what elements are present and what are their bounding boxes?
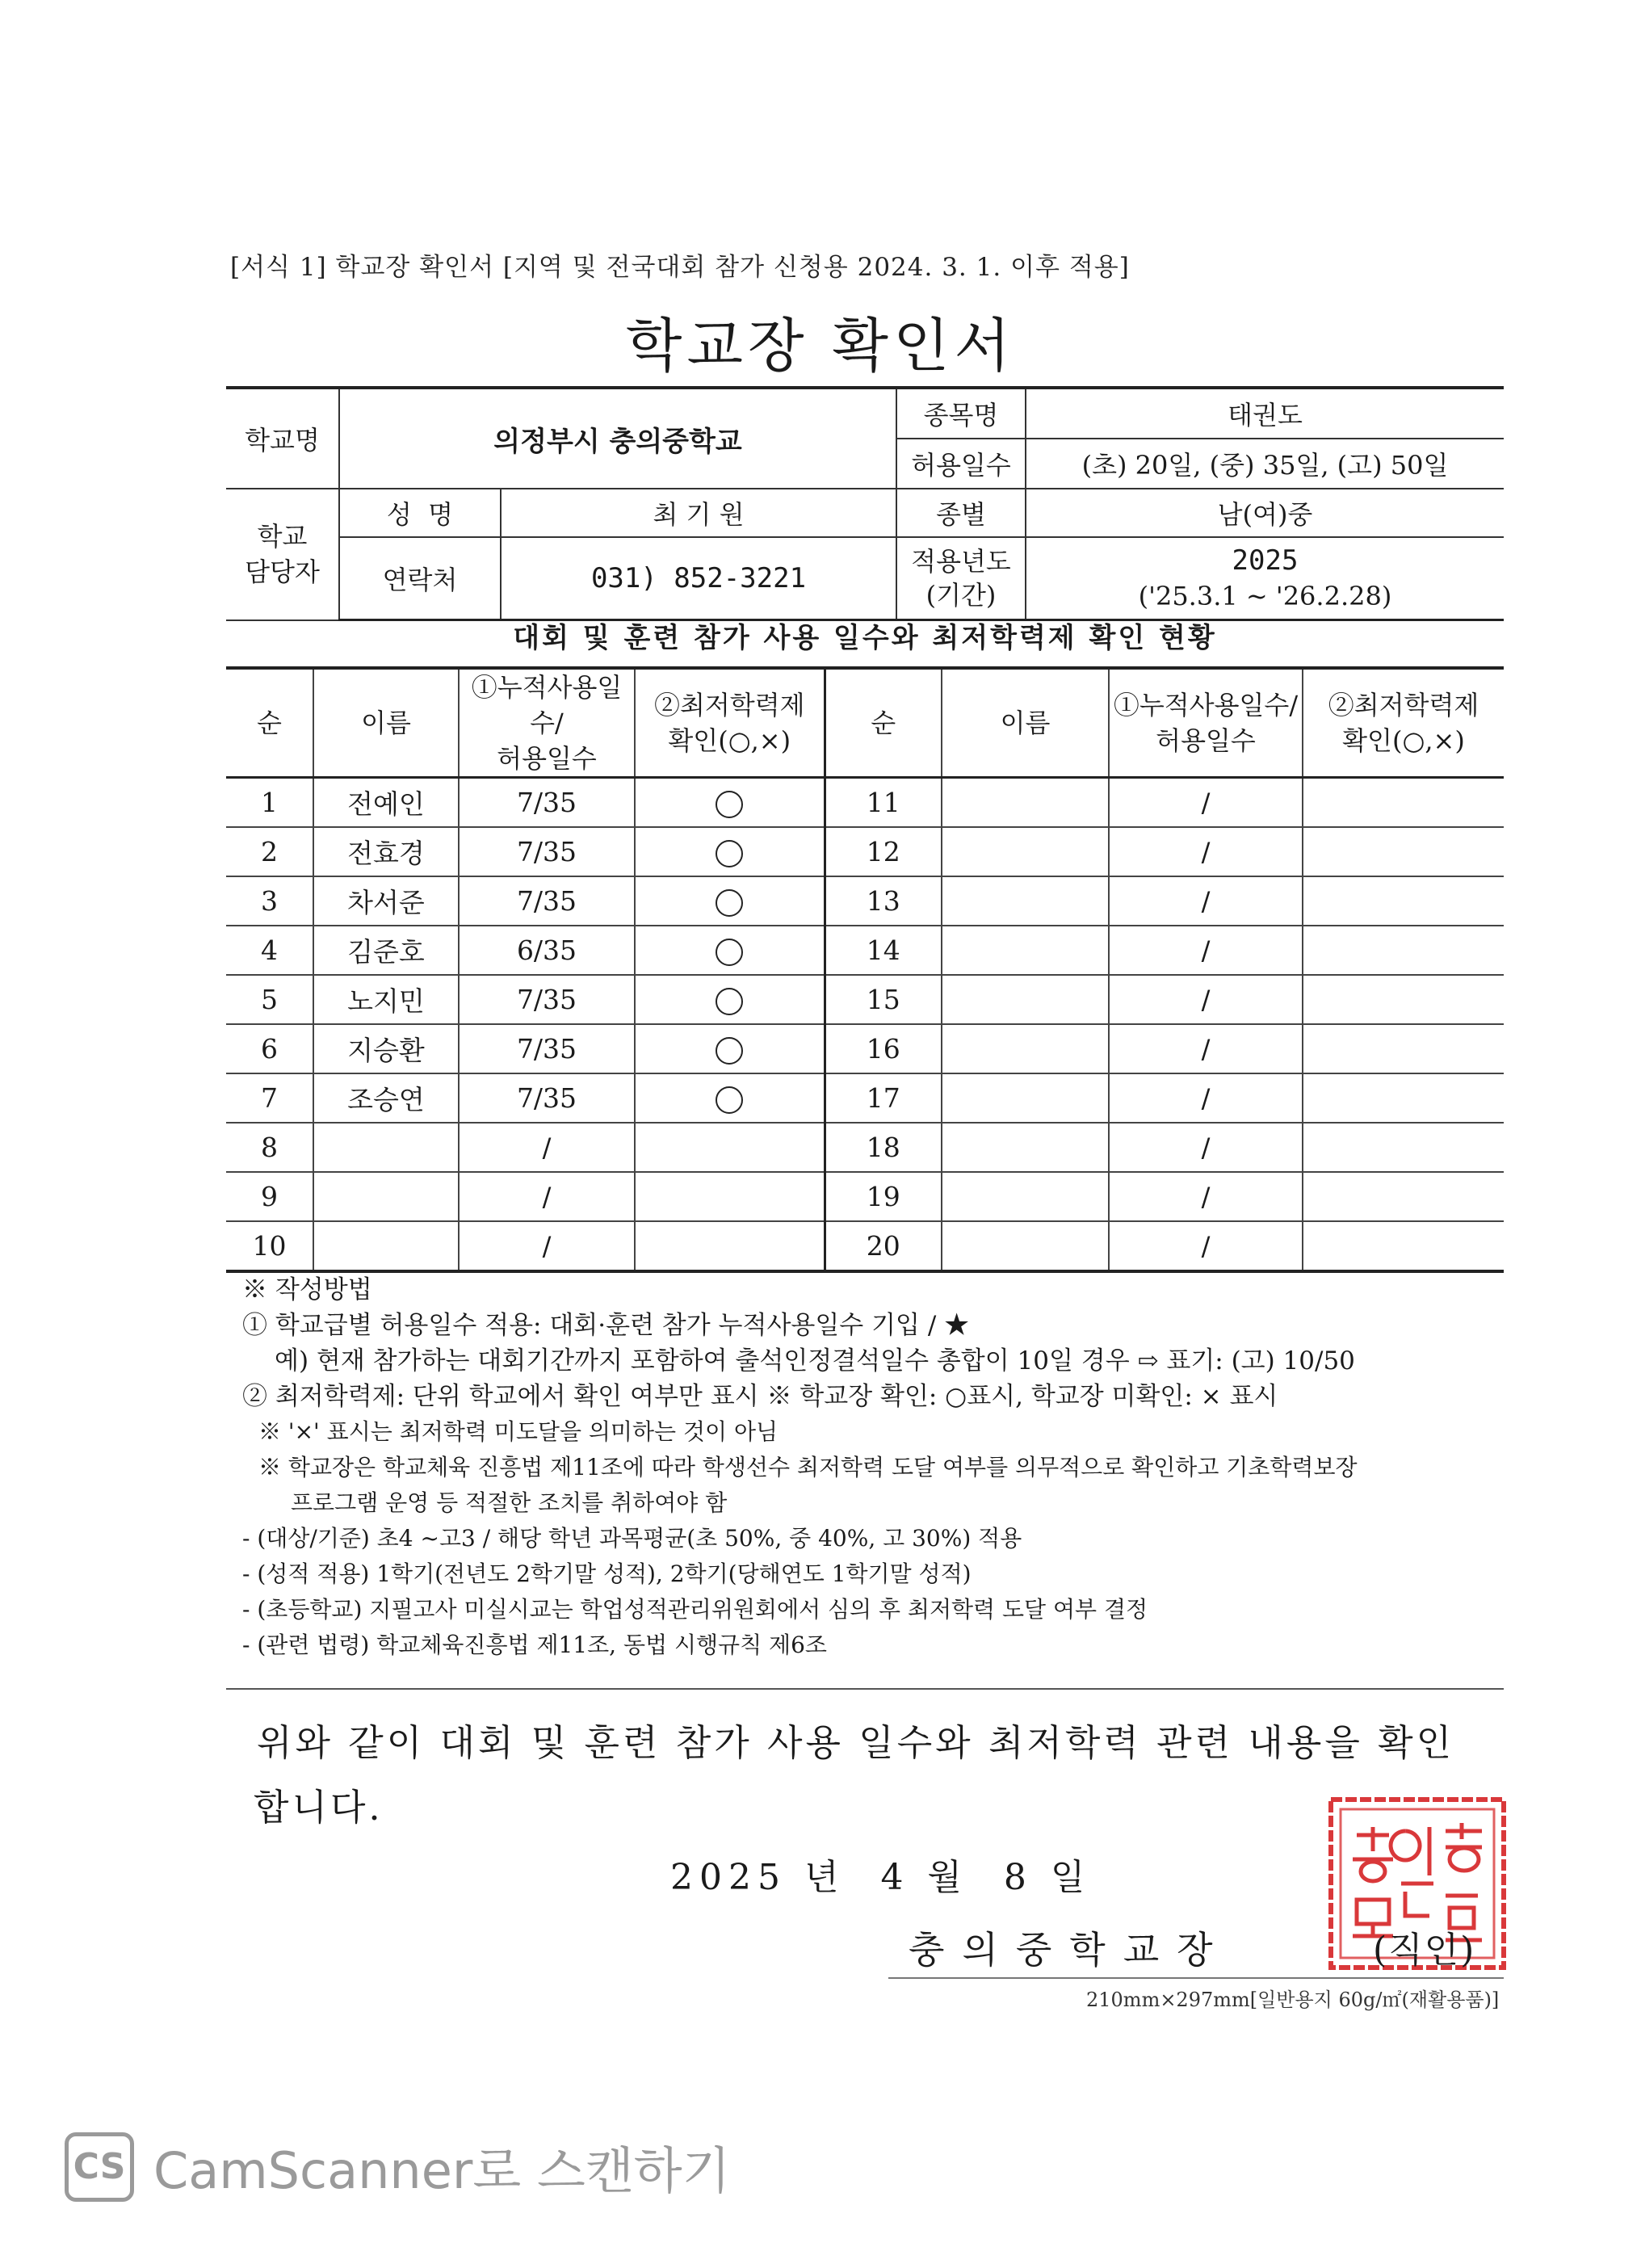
table-row xyxy=(226,1123,1504,1172)
row-days-right xyxy=(1109,876,1303,926)
days-value: 7/35 xyxy=(516,787,577,818)
sub-note-2: ※ 학교장은 학교체육 진흥법 제11조에 따라 학생선수 최저학력 도달 여부를 의무적으로 확인하고 기초학력보장 xyxy=(258,1454,1358,1480)
col-check: ②최저학력제 확인(○,×) xyxy=(635,668,825,778)
row-name xyxy=(313,1221,459,1271)
row-check-right xyxy=(1303,1024,1504,1073)
row-name-right xyxy=(942,876,1109,926)
row-days xyxy=(459,1172,635,1221)
row-days xyxy=(459,926,635,975)
row-no: 4 xyxy=(226,926,313,975)
circle-mark-icon xyxy=(716,1037,743,1065)
event-value: 태권도 xyxy=(1026,388,1504,439)
category-value: 남(여)중 xyxy=(1026,489,1504,537)
row-check-right xyxy=(1303,926,1504,975)
camscanner-logo-icon: CS xyxy=(65,2132,134,2202)
detail-3: - (초등학교) 지필고사 미실시교는 학업성적관리위원회에서 심의 후 최저학력 도달 여부 결정 xyxy=(242,1596,1148,1623)
circle-mark-icon xyxy=(716,791,743,818)
year-label: 적용년도 (기간) xyxy=(896,537,1026,620)
row-days-right xyxy=(1109,975,1303,1024)
name-value: 최 기 원 xyxy=(501,489,896,537)
row-days xyxy=(459,1123,635,1172)
row-no: 8 xyxy=(226,1123,313,1172)
days-value: 7/35 xyxy=(516,984,577,1015)
days-value: 7/35 xyxy=(516,885,577,917)
row-check xyxy=(635,827,825,876)
table-row xyxy=(226,1172,1504,1221)
detail-2: - (성적 적용) 1학기(전년도 2학기말 성적), 2학기(당해연도 1학기말 성적) xyxy=(242,1560,972,1587)
days-value: / xyxy=(1201,1132,1211,1163)
row-days-right xyxy=(1109,1123,1303,1172)
year-value: 2025 xyxy=(1232,544,1299,577)
days-value: / xyxy=(1201,1034,1211,1065)
days-value: / xyxy=(1201,886,1211,917)
days-value: / xyxy=(1201,788,1211,818)
row-name: 김준호 xyxy=(313,926,459,975)
year-cell xyxy=(1026,537,1504,620)
seal-label: (직인) xyxy=(1373,1930,1476,1971)
days-value: 7/35 xyxy=(516,836,577,867)
table-body xyxy=(226,778,1504,1272)
row-days-right xyxy=(1109,778,1303,828)
circle-mark-icon xyxy=(716,889,743,917)
row-name-right xyxy=(942,827,1109,876)
row-name: 전효경 xyxy=(313,827,459,876)
detail-1: - (대상/기준) 초4 ~고3 / 해당 학년 과목평균(초 50%, 중 40%, 고 30%) 적용 xyxy=(242,1525,1022,1552)
days-value: / xyxy=(542,1231,552,1262)
table-row xyxy=(226,1073,1504,1123)
row-days xyxy=(459,1221,635,1271)
section-title: 대회 및 훈련 참가 사용 일수와 최저학력제 확인 현황 xyxy=(513,622,1217,654)
divider-top xyxy=(226,1688,1504,1690)
row-check-right xyxy=(1303,827,1504,876)
confirmation-line-2: 합니다. xyxy=(254,1786,384,1829)
row-days-right xyxy=(1109,827,1303,876)
row-check xyxy=(635,1073,825,1123)
row-no-right: 12 xyxy=(825,827,942,876)
col-no: 순 xyxy=(226,668,313,778)
row-name-right xyxy=(942,975,1109,1024)
row-no: 7 xyxy=(226,1073,313,1123)
school-label: 학교명 xyxy=(226,388,339,489)
days-value: / xyxy=(1201,1182,1211,1212)
school-name: 의정부시 충의중학교 xyxy=(339,388,896,489)
days-value: / xyxy=(1201,935,1211,966)
category-label: 종별 xyxy=(896,489,1026,537)
row-name-right xyxy=(942,778,1109,828)
row-days xyxy=(459,827,635,876)
table-row xyxy=(226,1221,1504,1271)
circle-mark-icon xyxy=(716,840,743,867)
row-name: 전예인 xyxy=(313,778,459,828)
row-check-right xyxy=(1303,975,1504,1024)
table-row xyxy=(226,876,1504,926)
row-check xyxy=(635,1221,825,1271)
circle-mark-icon xyxy=(716,988,743,1015)
camscanner-watermark xyxy=(65,2131,731,2203)
days-value: / xyxy=(1201,1083,1211,1114)
name-label: 성 명 xyxy=(339,489,501,537)
row-name-right xyxy=(942,1073,1109,1123)
row-name xyxy=(313,1172,459,1221)
row-no-right: 13 xyxy=(825,876,942,926)
row-no-right: 18 xyxy=(825,1123,942,1172)
note-1: ① 학교급별 허용일수 적용: 대회·훈련 참가 누적사용일수 기입 / ★ xyxy=(242,1311,970,1340)
row-no-right: 19 xyxy=(825,1172,942,1221)
row-name: 노지민 xyxy=(313,975,459,1024)
row-no: 10 xyxy=(226,1221,313,1271)
row-days xyxy=(459,1024,635,1073)
manager-label: 학교 담당자 xyxy=(226,489,339,620)
table-row xyxy=(226,975,1504,1024)
row-days-right xyxy=(1109,1172,1303,1221)
row-days xyxy=(459,778,635,828)
allowed-days-value: (초) 20일, (중) 35일, (고) 50일 xyxy=(1026,439,1504,489)
document-title: 학교장 확인서 xyxy=(625,312,1016,380)
row-name-right xyxy=(942,1123,1109,1172)
row-name-right xyxy=(942,1221,1109,1271)
col-days: ①누적사용일수/ 허용일수 xyxy=(459,668,635,778)
row-check-right xyxy=(1303,1221,1504,1271)
row-check xyxy=(635,1172,825,1221)
row-days-right xyxy=(1109,926,1303,975)
header-info-table xyxy=(226,386,1504,621)
row-name: 지승환 xyxy=(313,1024,459,1073)
table-row xyxy=(226,926,1504,975)
row-check-right xyxy=(1303,1172,1504,1221)
principal-signature: 충의중학교장 xyxy=(909,1928,1231,1972)
row-check xyxy=(635,1024,825,1073)
row-no-right: 14 xyxy=(825,926,942,975)
days-value: / xyxy=(1201,985,1211,1015)
table-row xyxy=(226,778,1504,828)
row-check xyxy=(635,975,825,1024)
detail-4: - (관련 법령) 학교체육진흥법 제11조, 동법 시행규칙 제6조 xyxy=(242,1632,827,1658)
writing-instructions xyxy=(242,1272,1358,1663)
days-value: / xyxy=(1201,837,1211,867)
row-check-right xyxy=(1303,876,1504,926)
row-days-right xyxy=(1109,1073,1303,1123)
row-name-right xyxy=(942,926,1109,975)
row-name-right xyxy=(942,1172,1109,1221)
event-label: 종목명 xyxy=(896,388,1026,439)
days-value: / xyxy=(1201,1231,1211,1262)
divider-bottom xyxy=(888,1977,1504,1979)
row-no: 5 xyxy=(226,975,313,1024)
row-check xyxy=(635,778,825,828)
row-check xyxy=(635,926,825,975)
row-name xyxy=(313,1123,459,1172)
row-days-right xyxy=(1109,1024,1303,1073)
sub-note-1: ※ '×' 표시는 최저학력 미도달을 의미하는 것이 아님 xyxy=(258,1418,779,1445)
days-value: / xyxy=(542,1132,552,1163)
row-name: 조승연 xyxy=(313,1073,459,1123)
row-no-right: 11 xyxy=(825,778,942,828)
row-check-right xyxy=(1303,1073,1504,1123)
table-row xyxy=(226,827,1504,876)
col-name: 이름 xyxy=(313,668,459,778)
row-check xyxy=(635,876,825,926)
issue-date: 2025 년 4 월 8 일 xyxy=(670,1857,1092,1898)
row-name-right xyxy=(942,1024,1109,1073)
row-check xyxy=(635,1123,825,1172)
notes-heading: ※ 작성방법 xyxy=(242,1275,372,1304)
watermark-text: CamScanner로 스캔하기 xyxy=(153,2141,731,2200)
row-days xyxy=(459,876,635,926)
col-days-right: ①누적사용일수/ 허용일수 xyxy=(1109,668,1303,778)
row-days xyxy=(459,1073,635,1123)
row-no: 1 xyxy=(226,778,313,828)
days-value: 6/35 xyxy=(516,934,577,966)
contact-label: 연락처 xyxy=(339,537,501,620)
row-no: 2 xyxy=(226,827,313,876)
table-row xyxy=(226,1024,1504,1073)
row-no-right: 17 xyxy=(825,1073,942,1123)
days-value: 7/35 xyxy=(516,1033,577,1065)
row-no: 9 xyxy=(226,1172,313,1221)
col-no-right: 순 xyxy=(825,668,942,778)
note-2: ② 최저학력제: 단위 학교에서 확인 여부만 표시 ※ 학교장 확인: ○표시, 학교장 미확인: × 표시 xyxy=(242,1382,1278,1411)
col-name-right: 이름 xyxy=(942,668,1109,778)
row-no-right: 15 xyxy=(825,975,942,1024)
row-days xyxy=(459,975,635,1024)
row-check-right xyxy=(1303,1123,1504,1172)
allowed-days-label: 허용일수 xyxy=(896,439,1026,489)
days-value: / xyxy=(542,1182,552,1212)
days-value: 7/35 xyxy=(516,1082,577,1114)
sub-note-2-cont: 프로그램 운영 등 적절한 조치를 취하여야 함 xyxy=(291,1489,728,1516)
circle-mark-icon xyxy=(716,939,743,966)
year-period: ('25.3.1 ~ '26.2.28) xyxy=(1138,581,1392,611)
row-check-right xyxy=(1303,778,1504,828)
row-days-right xyxy=(1109,1221,1303,1271)
circle-mark-icon xyxy=(716,1086,743,1114)
confirmation-line-1: 위와 같이 대회 및 훈련 참가 사용 일수와 최저학력 관련 내용을 확인 xyxy=(257,1721,1455,1764)
participation-table xyxy=(226,666,1504,1273)
row-name: 차서준 xyxy=(313,876,459,926)
row-no: 3 xyxy=(226,876,313,926)
form-number: [서식 1] 학교장 확인서 [지역 및 전국대회 참가 신청용 2024. 3. 1. 이후 적용] xyxy=(230,253,1130,282)
row-no-right: 20 xyxy=(825,1221,942,1271)
row-no-right: 16 xyxy=(825,1024,942,1073)
note-1-example: 예) 현재 참가하는 대회기간까지 포함하여 출석인정결석일수 총합이 10일 경우 ⇨ 표기: (고) 10/50 xyxy=(275,1346,1355,1376)
paper-spec: 210mm×297mm[일반용지 60g/㎡(재활용품)] xyxy=(1086,1989,1500,2011)
contact-value: 031) 852-3221 xyxy=(501,537,896,620)
row-no: 6 xyxy=(226,1024,313,1073)
col-check-right: ②최저학력제 확인(○,×) xyxy=(1303,668,1504,778)
